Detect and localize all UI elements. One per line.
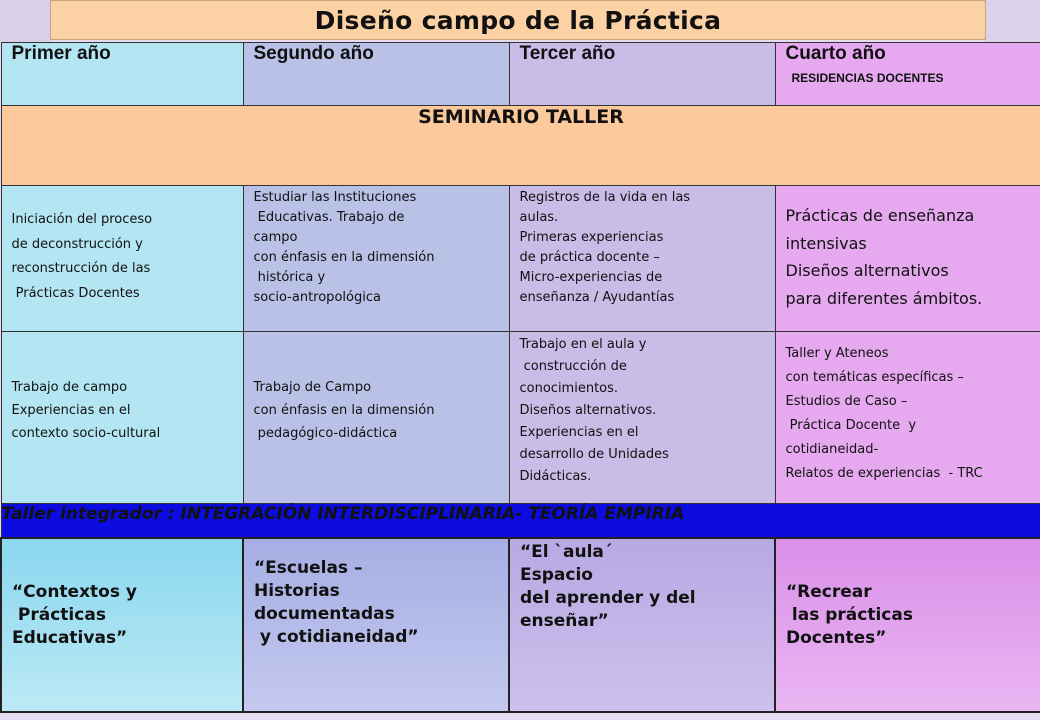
decorative-band-right <box>986 0 1040 42</box>
header-row <box>1 43 1040 106</box>
row2-third-year-line: conocimientos. <box>519 381 619 396</box>
bottom-first-year-line: Prácticas <box>12 604 106 625</box>
row2-first-year-line: Trabajo de campo <box>11 380 128 395</box>
bottom-first-year-line: “Contextos y <box>12 581 137 602</box>
row2-fourth-year-line: Estudios de Caso – <box>785 394 908 409</box>
row1-third-year-line: aulas. <box>519 210 559 225</box>
row1-third-year-line: Registros de la vida en las <box>519 190 691 205</box>
row2-third-year-line: Experiencias en el <box>519 425 639 440</box>
header-second-year: Segundo año <box>243 43 509 106</box>
integrator-row <box>1 504 1040 538</box>
row1-fourth-year-lines <box>776 186 1040 312</box>
row2-fourth-year-line: Taller y Ateneos <box>785 346 889 361</box>
bottom-third-year-line: “El `aula´ <box>520 541 613 562</box>
row2-first-year-lines <box>2 332 243 445</box>
row1-third-year <box>509 186 775 332</box>
row2-first-year-line: Experiencias en el <box>11 403 131 418</box>
row2-fourth-year <box>775 332 1040 504</box>
row1-fourth-year <box>775 186 1040 332</box>
row2-fourth-year-lines <box>776 332 1040 486</box>
row1-second-year-line: histórica y <box>253 270 326 285</box>
seminar-row <box>1 106 1040 186</box>
row1-third-year-line: enseñanza / Ayudantías <box>519 290 675 305</box>
row1-first-year-line: Iniciación del proceso <box>11 212 153 227</box>
bottom-fourth-year-lines <box>776 539 1040 650</box>
row2-fourth-year-line: cotidianeidad- <box>785 442 879 457</box>
row1-fourth-year-line: para diferentes ámbitos. <box>785 288 983 308</box>
row1-third-year-lines <box>510 186 775 308</box>
bottom-fourth-year-line: Docentes” <box>786 627 887 648</box>
row2-third-year-line: desarrollo de Unidades <box>519 447 669 462</box>
bottom-row <box>1 538 1040 712</box>
bottom-second-year-line: documentadas <box>254 603 395 624</box>
header-third-year: Tercer año <box>509 43 775 106</box>
row2-third-year-lines <box>510 332 775 488</box>
bottom-fourth-year-line: “Recrear <box>786 581 872 602</box>
bottom-third-year-lines <box>510 539 774 633</box>
seminar-label: SEMINARIO TALLER <box>1 106 1040 186</box>
bottom-third-year-line: del aprender y del <box>520 587 696 608</box>
row2-third-year-line: Diseños alternativos. <box>519 403 657 418</box>
bottom-first-year <box>1 538 243 712</box>
row1-fourth-year-line: Prácticas de enseñanza <box>785 206 975 225</box>
practice-design-table <box>0 42 1040 713</box>
fourth-year-subtitle: RESIDENCIAS DOCENTES <box>791 71 944 85</box>
row1-second-year <box>243 186 509 332</box>
row2-third-year <box>509 332 775 504</box>
bottom-first-year-lines <box>2 539 242 650</box>
bottom-third-year-line: enseñar” <box>520 610 609 631</box>
row2-third-year-line: Trabajo en el aula y <box>519 337 647 352</box>
row2-first-year <box>1 332 243 504</box>
row1-first-year <box>1 186 243 332</box>
bottom-second-year-line: “Escuelas – <box>254 557 363 578</box>
row2-second-year <box>243 332 509 504</box>
bottom-second-year <box>243 538 509 712</box>
row1-first-year-line: Prácticas Docentes <box>11 285 140 301</box>
row1-second-year-line: Estudiar las Instituciones <box>253 190 417 205</box>
row2-second-year-lines <box>244 332 509 445</box>
integrator-label: Taller integrador : INTEGRACIÓN INTERDISCIPLINARIA- TEORÍA EMPIRIA <box>1 504 1040 538</box>
row1-fourth-year-line: Diseños alternativos <box>785 261 949 280</box>
row2-fourth-year-line: Relatos de experiencias - TRC <box>785 466 983 481</box>
row1-second-year-line: con énfasis en la dimensión <box>253 250 435 265</box>
row1-second-year-line: socio-antropológica <box>253 290 381 305</box>
bottom-third-year-line: Espacio <box>520 564 593 585</box>
row2-second-year-line: Trabajo de Campo <box>253 380 372 395</box>
bottom-fourth-year <box>775 538 1040 712</box>
content-row-1 <box>1 186 1040 332</box>
row2-first-year-line: contexto socio-cultural <box>11 426 161 441</box>
row2-second-year-line: con énfasis en la dimensión <box>253 403 435 418</box>
row1-fourth-year-line: intensivas <box>785 233 867 253</box>
row1-third-year-line: Micro-experiencias de <box>519 270 663 285</box>
bottom-third-year <box>509 538 775 712</box>
row1-second-year-lines <box>244 186 509 308</box>
row1-second-year-line: Educativas. Trabajo de <box>253 210 405 225</box>
page-title: Diseño campo de la Práctica <box>314 5 722 35</box>
bottom-second-year-line: y cotidianeidad” <box>254 626 419 647</box>
decorative-band-left <box>0 0 50 42</box>
bottom-second-year-lines <box>244 539 508 649</box>
bottom-fourth-year-line: las prácticas <box>786 604 913 625</box>
header-first-year: Primer año <box>1 43 243 106</box>
row2-fourth-year-line: Práctica Docente y <box>785 418 917 433</box>
row2-second-year-line: pedagógico-didáctica <box>253 426 398 441</box>
row2-fourth-year-line: con temáticas específicas – <box>785 370 964 385</box>
bottom-first-year-line: Educativas” <box>12 627 128 648</box>
title-banner <box>50 0 986 40</box>
fourth-year-label: Cuarto año <box>785 43 886 64</box>
content-row-2 <box>1 332 1040 504</box>
header-fourth-year <box>775 43 1040 106</box>
row2-third-year-line: construcción de <box>519 359 627 374</box>
bottom-second-year-line: Historias <box>254 580 340 601</box>
row1-third-year-line: Primeras experiencias <box>519 230 664 245</box>
row1-first-year-line: de deconstrucción y <box>11 236 143 252</box>
row1-first-year-lines <box>2 186 243 306</box>
row2-third-year-line: Didácticas. <box>519 469 592 484</box>
row1-first-year-line: reconstrucción de las <box>11 261 151 276</box>
row1-third-year-line: de práctica docente – <box>519 250 660 265</box>
row1-second-year-line: campo <box>253 230 298 245</box>
